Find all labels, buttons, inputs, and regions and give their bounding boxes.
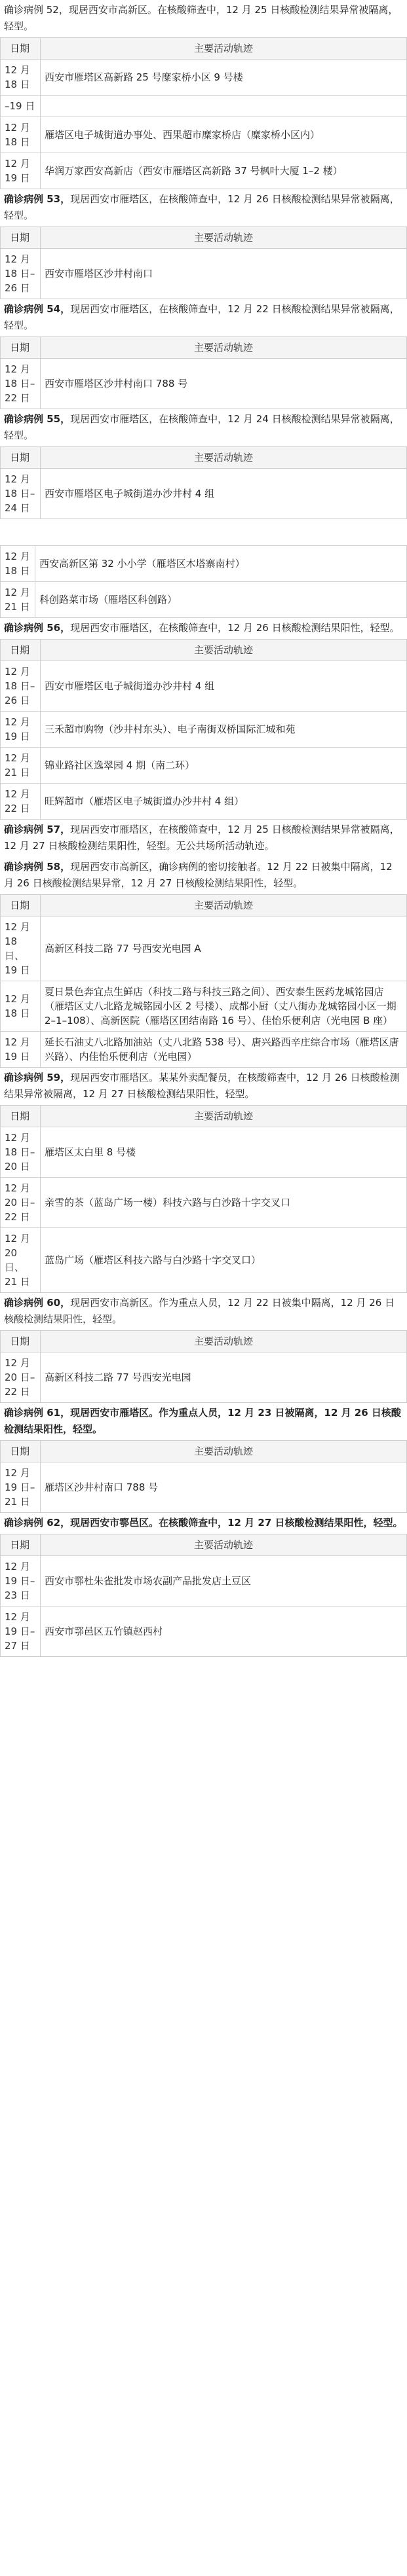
row-track: 高新区科技二路 77 号西安光电园 A [41, 916, 407, 981]
row-date: 12 月 18 日–24 日 [1, 469, 41, 519]
row-track: 西安市雁塔区沙井村南口 788 号 [41, 359, 407, 409]
row-track: 雁塔区电子城街道办事处、西果超市糜家桥店（糜家桥小区内） [41, 117, 407, 153]
table-row [1, 469, 407, 519]
table-row [1, 1178, 407, 1228]
table-row [1, 60, 407, 96]
row-date: 12 月 18 日、19 日 [1, 916, 41, 981]
row-date: 12 月 18 日–26 日 [1, 249, 41, 299]
case-paragraph [0, 1513, 407, 1534]
row-track: 西安市雁塔区沙井村南口 [41, 249, 407, 299]
row-date: 12 月 18 日 [1, 117, 41, 153]
case-lead: 确诊病例 54， [4, 303, 71, 315]
table-row [1, 1032, 407, 1068]
table-row [1, 748, 407, 784]
table-row [1, 96, 407, 117]
row-date: –19 日 [1, 96, 41, 117]
activity-table [0, 1440, 407, 1513]
row-track: 旺辉超市（雁塔区电子城街道办沙井村 4 组） [41, 784, 407, 820]
case-paragraph [0, 299, 407, 336]
row-track: 雁塔区太白里 8 号楼 [41, 1127, 407, 1178]
row-date: 12 月 18 日 [1, 981, 41, 1032]
row-date: 12 月 19 日 [1, 1032, 41, 1068]
case-lead: 确诊病例 56， [4, 622, 71, 634]
row-track: 西安高新区第 32 小小学（雁塔区木塔寨南村） [35, 546, 407, 582]
table-row [1, 249, 407, 299]
case-lead: 确诊病例 57， [4, 824, 71, 835]
table-row [1, 153, 407, 189]
table-row [1, 712, 407, 748]
header-track: 主要活动轨迹 [41, 337, 407, 359]
row-date: 12 月 20 日–22 日 [1, 1352, 41, 1403]
case-lead: 确诊病例 60， [4, 1297, 71, 1309]
row-date: 12 月 18 日 [1, 546, 35, 582]
row-date: 12 月 18 日–22 日 [1, 359, 41, 409]
activity-table [0, 37, 407, 189]
row-track: 华润万家西安高新店（西安市雁塔区高新路 37 号枫叶大厦 1–2 楼） [41, 153, 407, 189]
table-row [1, 1556, 407, 1606]
case-text: 现居西安市雁塔区，在核酸筛查中，12 月 22 日核酸检测结果异常被隔离，轻型。 [4, 303, 400, 331]
activity-table [0, 639, 407, 820]
row-track: 夏日景色奔宜点生鲜店（科技二路与科技三路之间）、西安泰生医药龙城铭园店（雁塔区丈八北路龙城铭园小区 2 号楼）、成都小厨（丈八街办龙城铭园小区一期 2–1–108）、高新医院（雁塔区团结南路 16 号）、佳怡乐便利店（光电园 B 座） [41, 981, 407, 1032]
activity-table [0, 446, 407, 519]
header-date: 日期 [1, 227, 41, 249]
case-paragraph [0, 189, 407, 227]
case-paragraph [0, 1068, 407, 1105]
table-header-row [1, 1534, 407, 1556]
table-row [1, 1228, 407, 1293]
table-row [1, 661, 407, 712]
table-header-row [1, 895, 407, 916]
activity-table [0, 894, 407, 1068]
row-track: 锦业路社区逸翠园 4 期（南二环） [41, 748, 407, 784]
table-header-row [1, 337, 407, 359]
row-date: 12 月 19 日–21 日 [1, 1462, 41, 1513]
table-row [1, 784, 407, 820]
row-track: 西安市鄠杜朱雀批发市场农副产品批发店土豆区 [41, 1556, 407, 1606]
row-date: 12 月 19 日–23 日 [1, 1556, 41, 1606]
case-text: 确诊病例 52，现居西安市高新区。在核酸筛查中，12 月 25 日核酸检测结果异常被隔离，轻型。 [4, 4, 398, 32]
row-track: 雁塔区沙井村南口 788 号 [41, 1462, 407, 1513]
case-paragraph [0, 820, 407, 857]
table-header-row [1, 447, 407, 469]
case-lead: 确诊病例 55， [4, 413, 71, 425]
row-date: 12 月 21 日 [1, 748, 41, 784]
table-row [1, 359, 407, 409]
case-text: 现居西安市雁塔区。某某外卖配餐员，在核酸筛查中，12 月 26 日核酸检测结果异常被隔离，12 月 27 日核酸检测结果阳性，轻型。 [4, 1072, 400, 1100]
case-paragraph [0, 0, 407, 37]
table-row [1, 916, 407, 981]
header-date: 日期 [1, 38, 41, 60]
activity-table [0, 227, 407, 299]
header-date: 日期 [1, 447, 41, 469]
table-row [1, 582, 407, 618]
gap [0, 519, 407, 545]
case-lead: 确诊病例 59， [4, 1072, 71, 1083]
case-text: 现居西安市雁塔区，在核酸筛查中，12 月 24 日核酸检测结果异常被隔离，轻型。 [4, 413, 400, 441]
row-date: 12 月 18 日–20 日 [1, 1127, 41, 1178]
table-header-row [1, 38, 407, 60]
activity-table [0, 1534, 407, 1657]
case-lead: 确诊病例 61，现居西安市雁塔区。作为重点人员，12 月 23 日被隔离，12 月 26 日核酸检测结果阳性，轻型。 [4, 1407, 401, 1435]
header-date: 日期 [1, 1331, 41, 1352]
case-text: 现居西安市雁塔区，在核酸筛查中，12 月 26 日核酸检测结果阳性，轻型。 [70, 622, 400, 634]
row-track: 西安市雁塔区电子城街道办沙井村 4 组 [41, 661, 407, 712]
activity-table [0, 336, 407, 409]
row-date: 12 月 20 日–22 日 [1, 1178, 41, 1228]
row-date: 12 月 21 日 [1, 582, 35, 618]
row-date: 12 月 19 日–27 日 [1, 1606, 41, 1657]
header-track: 主要活动轨迹 [41, 1534, 407, 1556]
row-date: 12 月 18 日–26 日 [1, 661, 41, 712]
table-row [1, 981, 407, 1032]
activity-table [0, 545, 407, 618]
table-row [1, 1462, 407, 1513]
header-date: 日期 [1, 337, 41, 359]
table-row [1, 117, 407, 153]
case-text: 现居西安市高新区。作为重点人员，12 月 22 日被集中隔离，12 月 26 日核酸检测结果阳性，轻型。 [4, 1297, 395, 1325]
header-date: 日期 [1, 1106, 41, 1127]
table-row [1, 1352, 407, 1403]
header-track: 主要活动轨迹 [41, 1106, 407, 1127]
table-row [1, 1127, 407, 1178]
case-paragraph [0, 409, 407, 446]
header-track: 主要活动轨迹 [41, 227, 407, 249]
row-track: 西安市鄠邑区五竹镇赵西村 [41, 1606, 407, 1657]
header-date: 日期 [1, 640, 41, 661]
row-track: 高新区科技二路 77 号西安光电园 [41, 1352, 407, 1403]
row-track: 西安市雁塔区电子城街道办沙井村 4 组 [41, 469, 407, 519]
row-track: 三禾超市购物（沙井村东头）、电子南街双桥国际汇城和苑 [41, 712, 407, 748]
table-row [1, 1606, 407, 1657]
case-paragraph [0, 618, 407, 639]
header-track: 主要活动轨迹 [41, 447, 407, 469]
header-track: 主要活动轨迹 [41, 895, 407, 916]
case-lead: 确诊病例 58， [4, 861, 71, 873]
header-track: 主要活动轨迹 [41, 38, 407, 60]
header-track: 主要活动轨迹 [41, 640, 407, 661]
table-header-row [1, 1441, 407, 1462]
row-track: 蓝岛广场（雁塔区科技六路与白沙路十字交叉口） [41, 1228, 407, 1293]
activity-table [0, 1105, 407, 1293]
row-track: 科创路菜市场（雁塔区科创路） [35, 582, 407, 618]
table-header-row [1, 1331, 407, 1352]
row-track: 延长石油丈八北路加油站（丈八北路 538 号）、唐兴路西辛庄综合市场（雁塔区唐兴路）、内佳怡乐便利店（光电园） [41, 1032, 407, 1068]
row-date: 12 月 19 日 [1, 712, 41, 748]
row-date: 12 月 18 日 [1, 60, 41, 96]
case-lead: 确诊病例 62，现居西安市鄠邑区。在核酸筛查中，12 月 27 日核酸检测结果阳性，轻型。 [4, 1517, 403, 1529]
header-date: 日期 [1, 895, 41, 916]
row-date: 12 月 22 日 [1, 784, 41, 820]
table-header-row [1, 227, 407, 249]
case-lead: 确诊病例 53， [4, 193, 71, 205]
case-text: 现居西安市雁塔区，在核酸筛查中，12 月 26 日核酸检测结果异常被隔离，轻型。 [4, 193, 400, 221]
row-date: 12 月 19 日 [1, 153, 41, 189]
row-date: 12 月 20 日、21 日 [1, 1228, 41, 1293]
case-paragraph [0, 857, 407, 894]
case-paragraph [0, 1403, 407, 1440]
case-text: 现居西安市高新区，确诊病例的密切接触者。12 月 22 日被集中隔离，12 月 26 日核酸检测结果异常，12 月 27 日核酸检测结果阳性，轻型。 [4, 861, 393, 889]
row-track [41, 96, 407, 117]
header-date: 日期 [1, 1441, 41, 1462]
header-track: 主要活动轨迹 [41, 1441, 407, 1462]
activity-table [0, 1330, 407, 1403]
header-track: 主要活动轨迹 [41, 1331, 407, 1352]
header-date: 日期 [1, 1534, 41, 1556]
case-text: 现居西安市雁塔区，在核酸筛查中，12 月 25 日核酸检测结果异常被隔离，12 月 27 日核酸检测结果阳性，轻型。无公共场所活动轨迹。 [4, 824, 400, 852]
table-header-row [1, 640, 407, 661]
row-track: 亲雪的茶（蓝岛广场一楼）科技六路与白沙路十字交叉口 [41, 1178, 407, 1228]
table-row [1, 546, 407, 582]
row-track: 西安市雁塔区高新路 25 号糜家桥小区 9 号楼 [41, 60, 407, 96]
case-paragraph [0, 1293, 407, 1330]
table-header-row [1, 1106, 407, 1127]
